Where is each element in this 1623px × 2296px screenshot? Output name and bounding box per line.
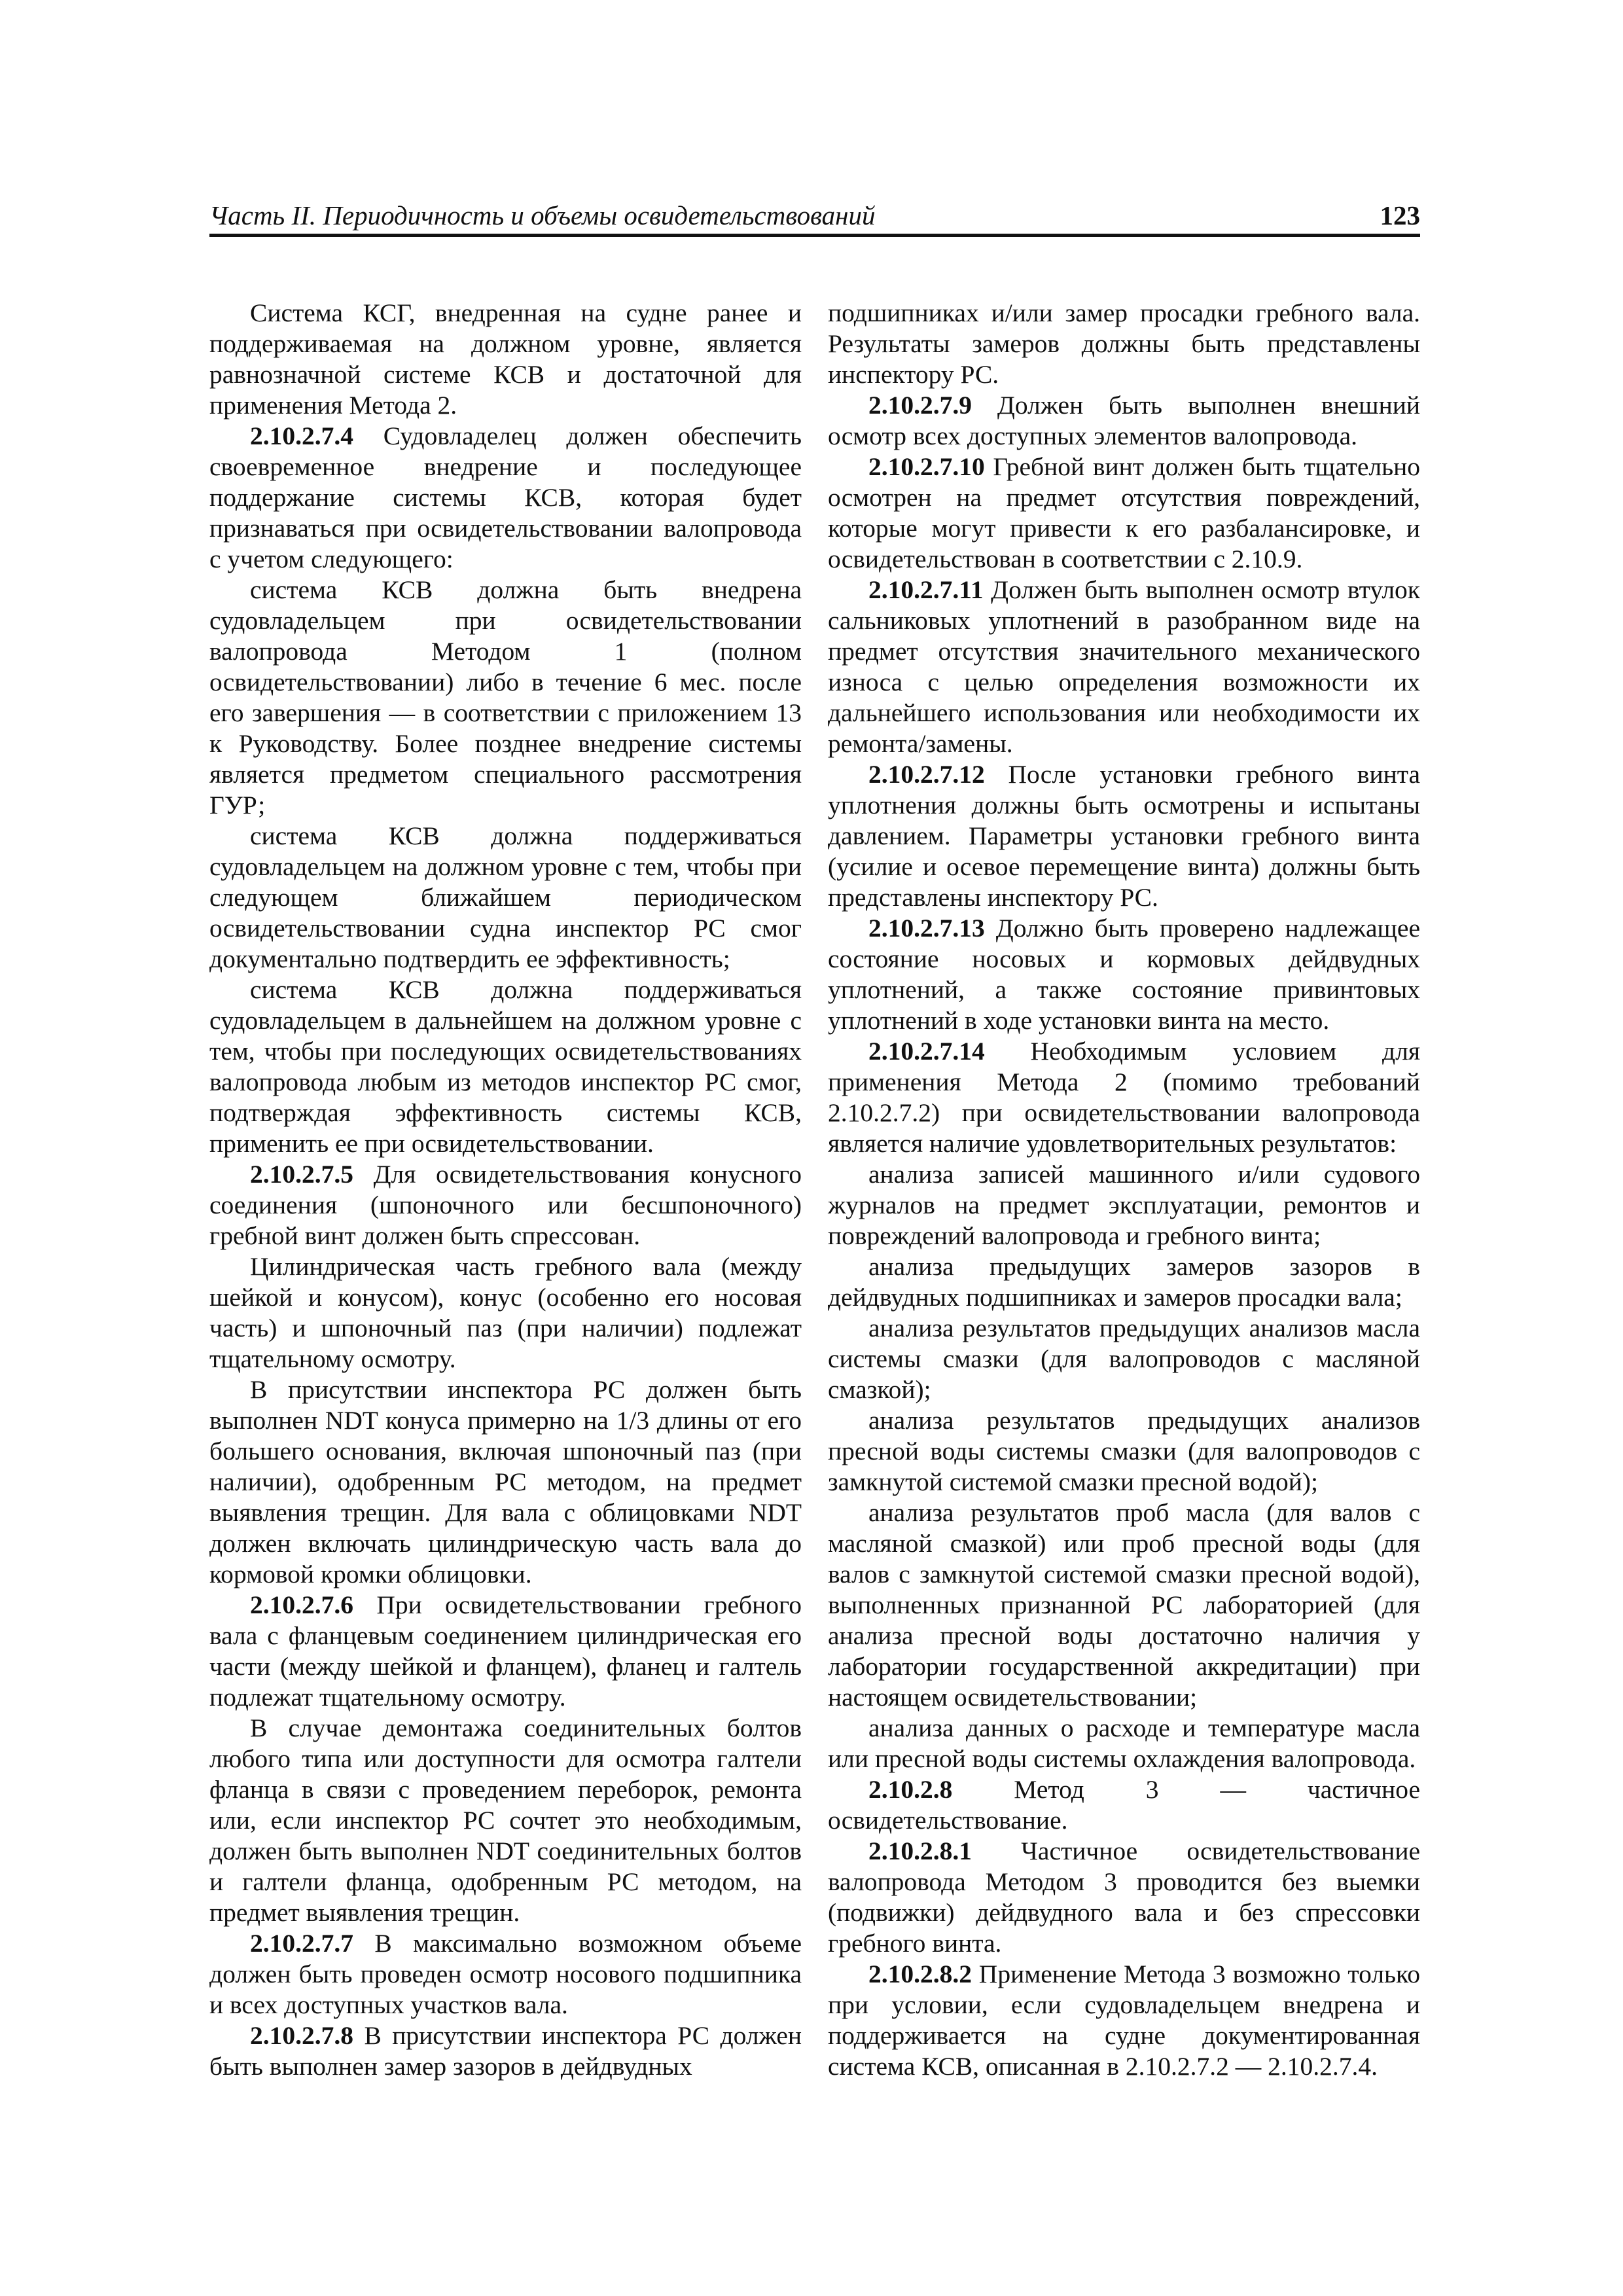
- paragraph-text: Судовладелец должен обеспечить своевременное внедрение и последующее поддержание системы КСВ, которая будет признаваться при освидетельствовании валопровода с учетом следующего:: [209, 422, 802, 573]
- paragraph-text: система КСВ должна быть внедрена судовладельцем при освидетельствовании валопровода Методом 1 (полном освидетельствовании) либо в течение 6 мес. после его завершения — в соответствии с приложением 13 к Руководству. Более позднее внедрение системы является предметом специального рассмотрения ГУР;: [209, 575, 802, 819]
- paragraph-text: Должен быть выполнен осмотр втулок сальниковых уплотнений в разобранном виде на предмет отсутствия значительного механического износа с целью определения возможности их дальнейшего использования или необходимости их ремонта/замены.: [828, 575, 1420, 758]
- paragraph-text: анализа результатов предыдущих анализов масла системы смазки (для валопроводов с масляной смазкой);: [828, 1314, 1420, 1404]
- paragraph-text: В присутствии инспектора РС должен быть выполнен замер зазоров в дейдвудных: [209, 2021, 802, 2081]
- paragraph-text: Необходимым условием для применения Метода 2 (помимо требований 2.10.2.7.2) при освидетельствовании валопровода является наличие удовлетворительных результатов:: [828, 1037, 1420, 1158]
- paragraph: [209, 298, 802, 421]
- paragraph-text: анализа предыдущих замеров зазоров в дейдвудных подшипниках и замеров просадки вала;: [828, 1252, 1420, 1312]
- clause-number: 2.10.2.7.7: [250, 1929, 353, 1958]
- paragraph: [209, 575, 802, 821]
- paragraph-text: В случае демонтажа соединительных болтов любого типа или доступности для осмотра галтели фланца в связи с проведением переборок, ремонта или, если инспектор РС сочтет это необходимым, должен быть выполнен NDT соединительных болтов и галтели фланца, одобренным РС методом, на предмет выявления трещин.: [209, 1713, 802, 1927]
- clause-number: 2.10.2.8: [868, 1775, 953, 1804]
- paragraph: [209, 975, 802, 1159]
- paragraph-text: анализа записей машинного и/или судового журналов на предмет эксплуатации, ремонтов и повреждений валопровода и гребного винта;: [828, 1160, 1420, 1250]
- clause-number: 2.10.2.7.12: [868, 760, 985, 789]
- paragraph: [828, 913, 1420, 1036]
- paragraph: [828, 575, 1420, 759]
- paragraph: [828, 1774, 1420, 1836]
- paragraph: [828, 452, 1420, 575]
- paragraph-text: В присутствии инспектора РС должен быть выполнен NDT конуса примерно на 1/3 длины от его большего основания, включая шпоночный паз (при наличии), одобренным РС методом, на предмет выявления трещин. Для вала с облицовками NDT должен включать цилиндрическую часть вала до кормовой кромки облицовки.: [209, 1375, 802, 1588]
- clause-number: 2.10.2.7.8: [250, 2021, 353, 2050]
- paragraph: [828, 1713, 1420, 1774]
- clause-number: 2.10.2.7.4: [250, 422, 353, 450]
- clause-number: 2.10.2.7.11: [868, 575, 984, 604]
- paragraph: [209, 821, 802, 975]
- paragraph: [828, 298, 1420, 390]
- paragraph: [828, 1159, 1420, 1251]
- clause-number: 2.10.2.7.13: [868, 914, 985, 942]
- paragraph: [209, 1374, 802, 1590]
- paragraph-text: анализа результатов проб масла (для валов с масляной смазкой) или проб пресной воды (для валов с замкнутой системой смазки пресной водой), выполненных признанной РС лабораторией (для анализа пресной воды достаточно наличия у лаборатории государственной аккредитации) при настоящем освидетельствовании;: [828, 1498, 1420, 1712]
- left-column: [209, 298, 802, 2082]
- paragraph: [828, 1251, 1420, 1313]
- paragraph-text: В максимально возможном объеме должен быть проведен осмотр носового подшипника и всех доступных участков вала.: [209, 1929, 802, 2019]
- paragraph-text: Должен быть выполнен внешний осмотр всех доступных элементов валопровода.: [828, 391, 1420, 450]
- clause-number: 2.10.2.7.14: [868, 1037, 985, 1066]
- clause-number: 2.10.2.8.1: [868, 1837, 972, 1865]
- page-number: 123: [1380, 200, 1420, 230]
- paragraph: [828, 1036, 1420, 1159]
- paragraph-text: подшипниках и/или замер просадки гребного вала. Результаты замеров должны быть представлены инспектору РС.: [828, 298, 1420, 389]
- header-title: Часть II. Периодичность и объемы освидетельствований: [209, 200, 876, 230]
- paragraph: [209, 1251, 802, 1374]
- paragraph: [209, 421, 802, 575]
- paragraph-text: анализа результатов предыдущих анализов пресной воды системы смазки (для валопроводов с замкнутой системой смазки пресной водой);: [828, 1406, 1420, 1496]
- paragraph-text: Система КСГ, внедренная на судне ранее и поддерживаемая на должном уровне, является равнозначной системе КСВ и достаточной для применения Метода 2.: [209, 298, 802, 420]
- right-column: [828, 298, 1420, 2082]
- paragraph: [828, 759, 1420, 913]
- paragraph-text: Применение Метода 3 возможно только при условии, если судовладельцем внедрена и поддерживается на судне документированная система КСВ, описанная в 2.10.2.7.2 — 2.10.2.7.4.: [828, 1960, 1420, 2081]
- paragraph-text: система КСВ должна поддерживаться судовладельцем в дальнейшем на должном уровне с тем, чтобы при последующих освидетельствованиях валопровода любым из методов инспектор РС смог, подтверждая эффективность системы КСВ, применить ее при освидетельствовании.: [209, 975, 802, 1158]
- paragraph: [209, 1928, 802, 2020]
- paragraph-text: После установки гребного винта уплотнения должны быть осмотрены и испытаны давлением. Параметры установки гребного винта (усилие и осевое перемещение винта) должны быть представлены инспектору РС.: [828, 760, 1420, 912]
- paragraph-text: система КСВ должна поддерживаться судовладельцем на должном уровне с тем, чтобы при следующем ближайшем периодическом освидетельствовании судна инспектор РС смог документально подтвердить ее эффективность;: [209, 821, 802, 973]
- paragraph-text: Метод 3 — частичное освидетельствование.: [828, 1775, 1420, 1835]
- paragraph-text: Должно быть проверено надлежащее состояние носовых и кормовых дейдвудных уплотнений, а также состояние привинтовых уплотнений в ходе установки винта на место.: [828, 914, 1420, 1035]
- running-header: [209, 200, 1420, 237]
- paragraph-text: анализа данных о расходе и температуре масла или пресной воды системы охлаждения валопровода.: [828, 1713, 1420, 1773]
- paragraph: [828, 1313, 1420, 1405]
- paragraph: [828, 390, 1420, 452]
- paragraph: [828, 1836, 1420, 1959]
- clause-number: 2.10.2.7.9: [868, 391, 972, 420]
- paragraph-text: Гребной винт должен быть тщательно осмотрен на предмет отсутствия повреждений, которые могут привести к его разбалансировке, и освидетельствован в соответствии с 2.10.9.: [828, 452, 1420, 573]
- paragraph: [828, 1498, 1420, 1713]
- clause-number: 2.10.2.7.6: [250, 1590, 353, 1619]
- clause-number: 2.10.2.7.10: [868, 452, 985, 481]
- paragraph-text: Цилиндрическая часть гребного вала (между шейкой и конусом), конус (особенно его носовая часть) и шпоночный паз (при наличии) подлежат тщательному осмотру.: [209, 1252, 802, 1373]
- clause-number: 2.10.2.7.5: [250, 1160, 353, 1189]
- paragraph: [209, 1713, 802, 1928]
- paragraph: [209, 1159, 802, 1251]
- paragraph: [209, 1590, 802, 1713]
- paragraph: [828, 1959, 1420, 2082]
- paragraph-text: Частичное освидетельствование валопровода Методом 3 проводится без выемки (подвижки) дейдвудного вала и без спрессовки гребного винта.: [828, 1837, 1420, 1958]
- paragraph: [209, 2020, 802, 2082]
- clause-number: 2.10.2.8.2: [868, 1960, 972, 1988]
- paragraph: [828, 1405, 1420, 1498]
- paragraph-text: Для освидетельствования конусного соединения (шпоночного или бесшпоночного) гребной винт должен быть спрессован.: [209, 1160, 802, 1250]
- paragraph-text: При освидетельствовании гребного вала с фланцевым соединением цилиндрическая его части (между шейкой и фланцем), фланец и галтель подлежат тщательному осмотру.: [209, 1590, 802, 1712]
